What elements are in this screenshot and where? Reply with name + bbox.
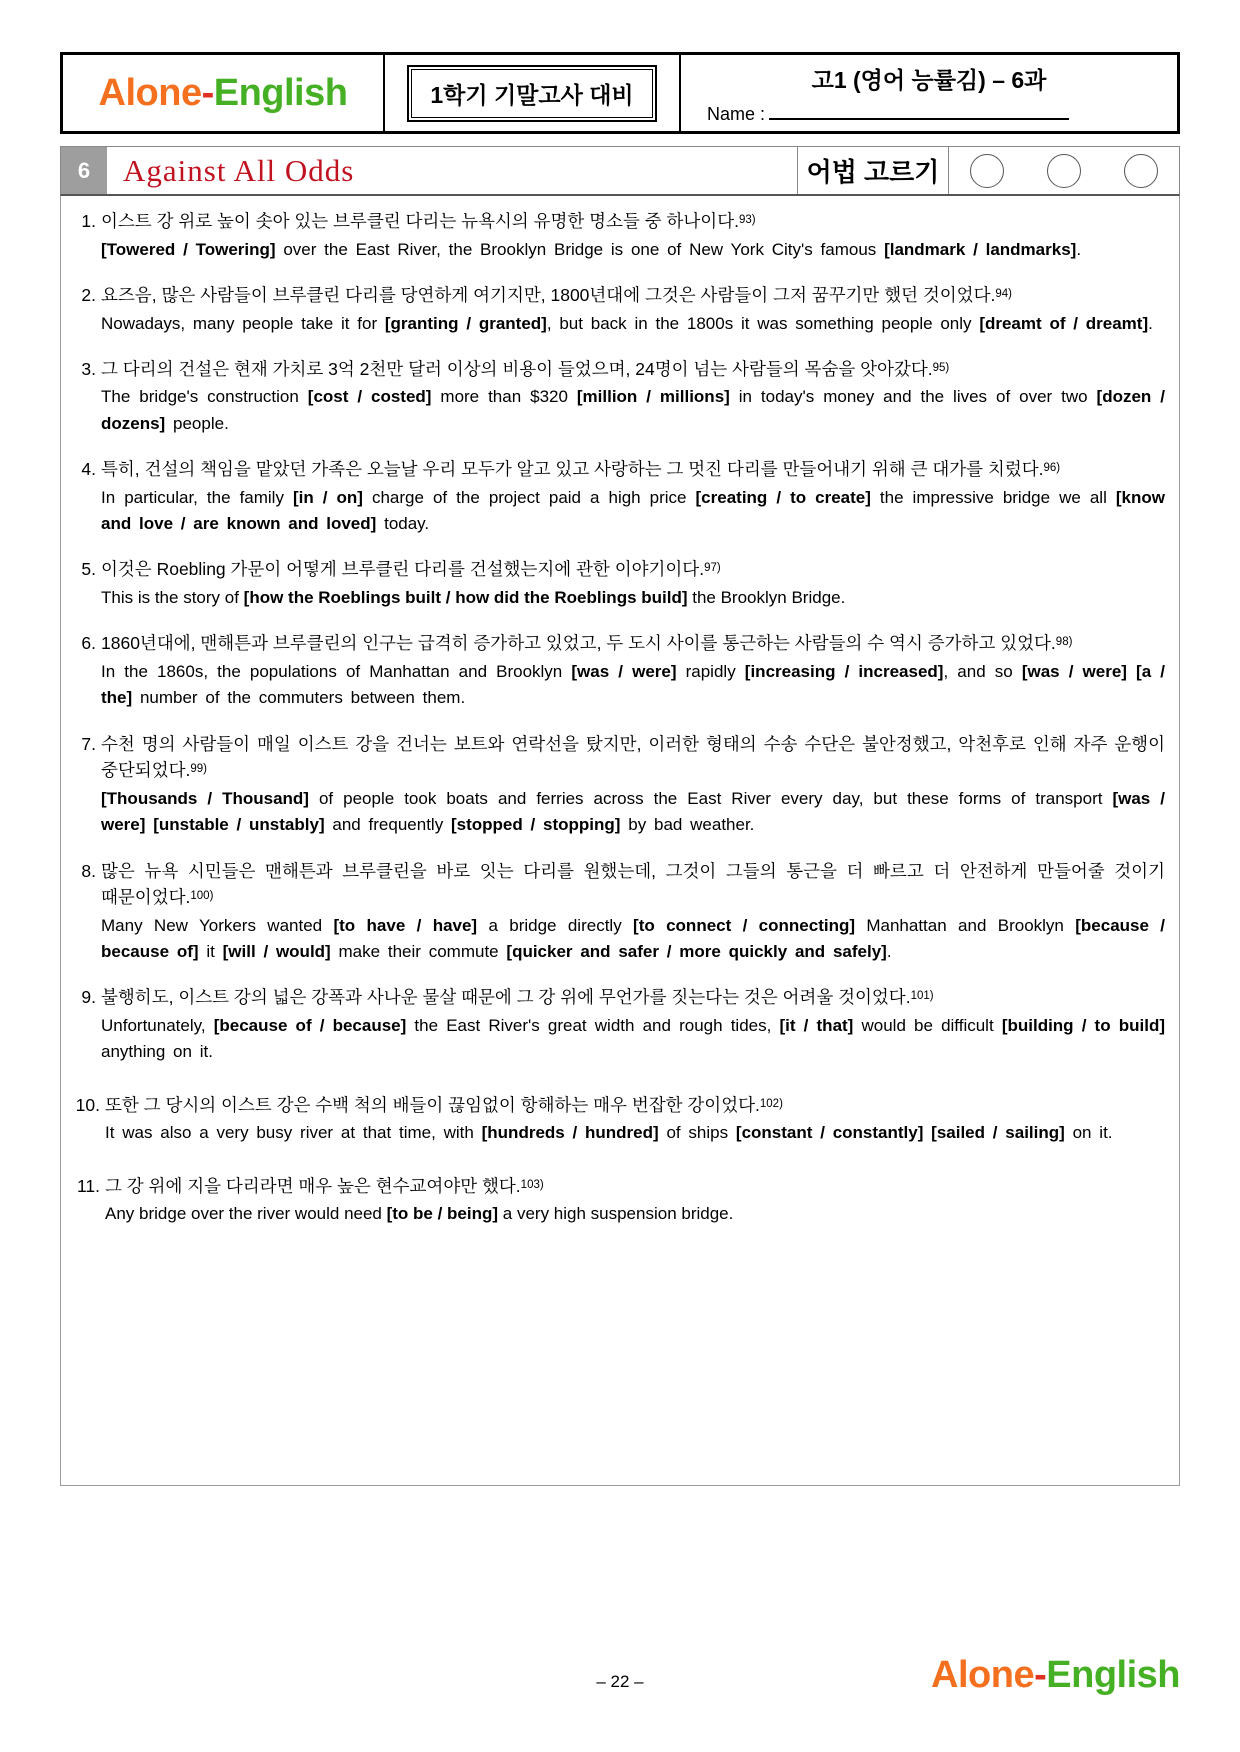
footnote-marker: 96) — [1043, 462, 1061, 475]
korean-text: 1860년대에, 맨해튼과 브루클린의 인구는 급격히 증가하고 있었고, 두 도시 사이를 통근하는 사람들의 수 역시 증가하고 있었다. — [101, 633, 1056, 654]
question-number: 2. — [81, 284, 96, 305]
question-body — [101, 282, 1165, 337]
question-korean — [101, 556, 1165, 583]
korean-text: 이것은 Roebling 가문이 어떻게 브루클린 다리를 건설했는지에 관한 이야기이다. — [101, 559, 705, 580]
lesson-number-badge: 6 — [61, 147, 107, 194]
question-english: In the 1860s, the populations of Manhattan and Brooklyn [was / were] rapidly [increasing / increased], and so [was / were] [a / the] number of the commuters between them. — [101, 661, 1165, 708]
question-body — [101, 556, 1165, 611]
question-number: 7. — [81, 733, 96, 754]
korean-text: 많은 뉴욕 시민들은 맨해튼과 브루클린을 바로 잇는 다리를 원했는데, 그것이 그들의 통근을 더 빠르고 더 안전하게 만들어줄 것이기 때문이었다. — [101, 860, 1165, 908]
name-field-input[interactable] — [769, 104, 1069, 120]
brand-logo — [63, 55, 385, 131]
question-body — [105, 1092, 1165, 1147]
korean-text: 수천 명의 사람들이 매일 이스트 강을 건너는 보트와 연락선을 탔지만, 이러한 형태의 수송 수단은 불안정했고, 악천후로 인해 자주 운행이 중단되었다. — [101, 733, 1165, 781]
question-korean — [101, 208, 1165, 235]
footnote-marker: 101) — [910, 990, 934, 1003]
korean-text: 또한 그 당시의 이스트 강은 수백 척의 배들이 끊임없이 항해하는 매우 번잡한 강이었다. — [105, 1094, 760, 1115]
question-item — [71, 1092, 1165, 1147]
question-korean — [105, 1092, 1165, 1119]
question-english: This is the story of [how the Roeblings built / how did the Roeblings build] the Brooklyn Bridge. — [101, 588, 846, 608]
korean-text: 특히, 건설의 책임을 맡았던 가족은 오늘날 우리 모두가 알고 있고 사랑하는 그 멋진 다리를 만들어내기 위해 큰 대가를 치렀다. — [101, 459, 1044, 480]
footnote-marker: 95) — [932, 361, 950, 374]
exam-label-box — [407, 65, 656, 122]
question-item — [71, 1173, 1165, 1228]
question-korean — [101, 630, 1165, 657]
activity-type-label: 어법 고르기 — [797, 147, 949, 194]
korean-text: 요즈음, 많은 사람들이 브루클린 다리를 당연하게 여기지만, 1800년대에 그것은 사람들이 그저 꿈꾸기만 했던 것이었다. — [101, 284, 996, 305]
footnote-marker: 97) — [704, 562, 721, 575]
brand-logo-alone: Alone — [98, 71, 202, 114]
name-field-label: Name : — [707, 103, 766, 124]
question-number: 11. — [76, 1175, 100, 1196]
question-korean — [101, 731, 1165, 784]
footer-brand-logo — [931, 1654, 1180, 1697]
footnote-marker: 94) — [995, 287, 1012, 300]
footnote-marker: 99) — [190, 763, 208, 776]
question-english: Unfortunately, [because of / because] the East River's great width and rough tides, [it / that] would be difficult [building / to build] anything on it. — [101, 1016, 1165, 1062]
footnote-marker: 103) — [520, 1178, 544, 1191]
question-korean — [101, 282, 1165, 309]
question-item — [71, 858, 1165, 966]
question-body — [105, 1173, 1165, 1228]
question-english: The bridge's construction [cost / costed] more than $320 [million / millions] in today's money and the lives of over two [dozen / dozens] people. — [101, 387, 1165, 433]
question-item — [71, 282, 1165, 337]
page-header — [60, 52, 1180, 134]
brand-logo-english: English — [213, 71, 348, 114]
question-item — [71, 731, 1165, 839]
question-number: 6. — [81, 633, 96, 654]
korean-text: 불행히도, 이스트 강의 넓은 강폭과 사나운 물살 때문에 그 강 위에 무언가를 짓는다는 것은 어려울 것이었다. — [101, 987, 911, 1008]
question-korean — [101, 456, 1165, 483]
footnote-marker: 93) — [738, 214, 756, 226]
question-english: [Towered / Towering] over the East River, the Brooklyn Bridge is one of New York City's famous [landmark / landmarks]. — [101, 239, 1082, 259]
question-number: 8. — [81, 860, 96, 881]
page-footer — [60, 1654, 1180, 1714]
brand-logo-text — [99, 72, 348, 115]
footer-logo-english: English — [1046, 1654, 1180, 1696]
question-body — [101, 858, 1165, 966]
question-korean — [101, 858, 1165, 911]
question-english: In particular, the family [in / on] charge of the project paid a high price [creating / to create] the impressive bridge we all [know and love / are known and loved] today. — [101, 487, 1165, 534]
question-english: Any bridge over the river would need [to be / being] a very high suspension bridge. — [105, 1204, 734, 1224]
score-circle-group — [949, 147, 1179, 194]
footer-logo-dash: - — [1034, 1654, 1047, 1696]
question-body — [101, 456, 1165, 537]
question-list — [60, 196, 1180, 1486]
question-number: 1. — [81, 211, 96, 231]
korean-text: 이스트 강 위로 높이 솟아 있는 브루클린 다리는 뉴욕시의 유명한 명소들 중 하나이다. — [101, 211, 739, 231]
question-item — [71, 630, 1165, 711]
question-number: 10. — [75, 1094, 100, 1115]
footnote-marker: 98) — [1055, 636, 1073, 649]
question-english: Nowadays, many people take it for [granting / granted], but back in the 1800s it was something people only [dreamt of / dreamt]. — [101, 313, 1153, 333]
exam-label-cell — [385, 55, 681, 131]
lesson-title-strip — [60, 146, 1180, 196]
question-item — [71, 984, 1165, 1065]
question-body — [101, 731, 1165, 839]
question-english: Many New Yorkers wanted [to have / have] a bridge directly [to connect / connecting] Manhattan and Brooklyn [because / because of] it [will / would] make their commute [quicker and safer / more quickly and safely]. — [101, 915, 1166, 962]
course-title: 고1 (영어 능률김) – 6과 — [811, 66, 1047, 93]
question-body — [101, 208, 1165, 263]
footer-logo-alone: Alone — [931, 1654, 1035, 1696]
footnote-marker: 100) — [190, 890, 214, 903]
question-body — [101, 356, 1165, 437]
question-item — [71, 356, 1165, 437]
korean-text: 그 다리의 건설은 현재 가치로 3억 2천만 달러 이상의 비용이 들었으며, 24명이 넘는 사람들의 목숨을 앗아갔다. — [101, 358, 933, 379]
footnote-marker: 102) — [759, 1097, 783, 1110]
question-korean — [105, 1173, 1165, 1200]
question-body — [101, 984, 1165, 1065]
question-item — [71, 208, 1165, 263]
question-english: It was also a very busy river at that time, with [hundreds / hundred] of ships [constant / constantly] [sailed / sailing] on it. — [105, 1123, 1113, 1143]
exam-label-text: 1학기 기말고사 대비 — [411, 69, 652, 118]
name-field-row — [707, 104, 1069, 125]
question-item — [71, 556, 1165, 611]
score-circle-2[interactable] — [1047, 154, 1081, 188]
question-number: 5. — [81, 559, 96, 580]
question-body — [101, 630, 1165, 711]
question-item — [71, 456, 1165, 537]
score-circle-3[interactable] — [1124, 154, 1158, 188]
course-meta-cell — [681, 55, 1177, 131]
question-number: 4. — [81, 459, 96, 480]
page-number: – 22 – — [596, 1672, 644, 1691]
question-english: [Thousands / Thousand] of people took boats and ferries across the East River every day, but these forms of transport [was / were] [unstable / unstably] and frequently [stopped / stopping] by bad weather. — [101, 788, 1165, 835]
question-number: 3. — [81, 358, 96, 379]
brand-logo-dash: - — [201, 71, 214, 114]
question-number: 9. — [81, 987, 96, 1008]
score-circle-1[interactable] — [970, 154, 1004, 188]
question-korean — [101, 984, 1165, 1011]
lesson-title: Against All Odds — [123, 152, 355, 188]
question-korean — [101, 356, 1165, 383]
korean-text: 그 강 위에 지을 다리라면 매우 높은 현수교여야만 했다. — [105, 1175, 521, 1196]
